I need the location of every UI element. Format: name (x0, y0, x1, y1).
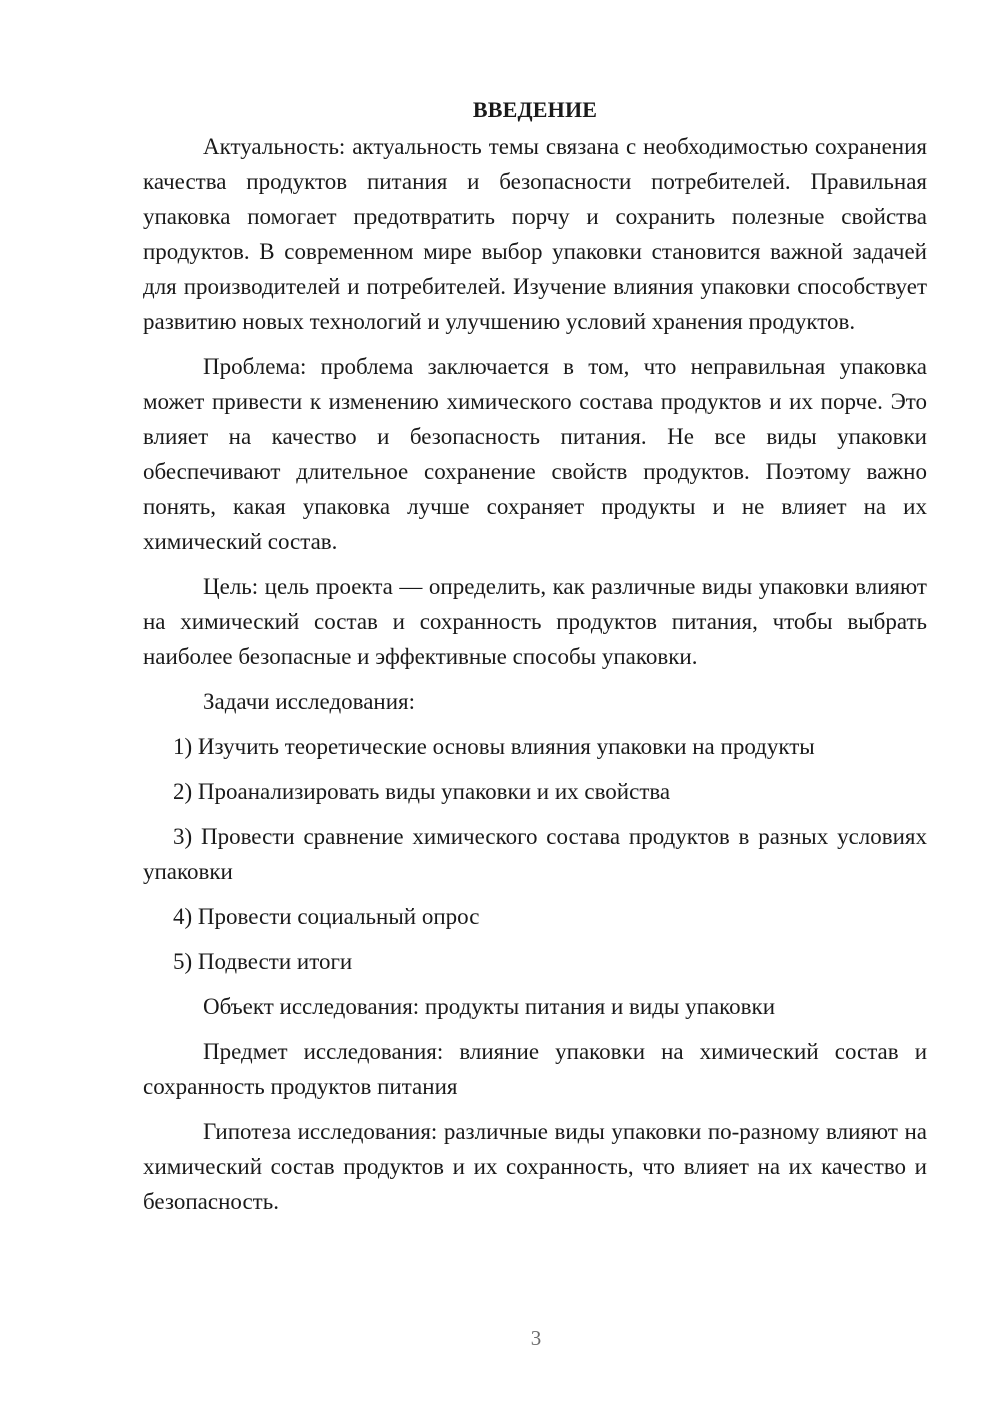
page-title: ВВЕДЕНИЕ (472, 97, 598, 122)
list-item: 2) Проанализировать виды упаковки и их свойства (173, 779, 671, 804)
paragraph-subject: Предмет исследования: влияние упаковки на химический состав и сохранность продуктов питания (143, 1039, 927, 1099)
list-item: 1) Изучить теоретические основы влияния упаковки на продукты (173, 734, 815, 759)
tasks-heading: Задачи исследования: (203, 689, 416, 714)
list-item: 5) Подвести итоги (173, 949, 353, 974)
paragraph-goal: Цель: цель проекта — определить, как различные виды упаковки влияют на химический состав и сохранность продуктов питания, чтобы выбрать наиболее безопасные и эффективные способы упаковки. (143, 574, 927, 669)
paragraph-problem: Проблема: проблема заключается в том, что неправильная упаковка может привести к изменению химического состава продуктов и их порче. Это влияет на качество и безопасность питания. Не все виды упаковки обеспечивают длительное сохранение свойств продуктов. Поэтому важно понять, какая упаковка лучше сохраняет продукты и не влияет на их химический состав. (143, 354, 927, 554)
document-page (143, 93, 927, 1229)
list-item: 3) Провести сравнение химического состава продуктов в разных условиях упаковки (143, 824, 927, 884)
list-item: 4) Провести социальный опрос (173, 904, 480, 929)
paragraph-relevance: Актуальность: актуальность темы связана с необходимостью сохранения качества продуктов питания и безопасности потребителей. Правильная упаковка помогает предотвратить порчу и сохранить полезные свойства продуктов. В современном мире выбор упаковки становится важной задачей для производителей и потребителей. Изучение влияния упаковки способствует развитию новых технологий и улучшению условий хранения продуктов. (143, 134, 927, 334)
page-number: 3 (530, 1326, 542, 1350)
paragraph-object: Объект исследования: продукты питания и виды упаковки (203, 994, 776, 1019)
tasks-list (143, 729, 927, 979)
paragraph-hypothesis: Гипотеза исследования: различные виды упаковки по-разному влияют на химический состав продуктов и их сохранность, что влияет на их качество и безопасность. (143, 1119, 927, 1214)
